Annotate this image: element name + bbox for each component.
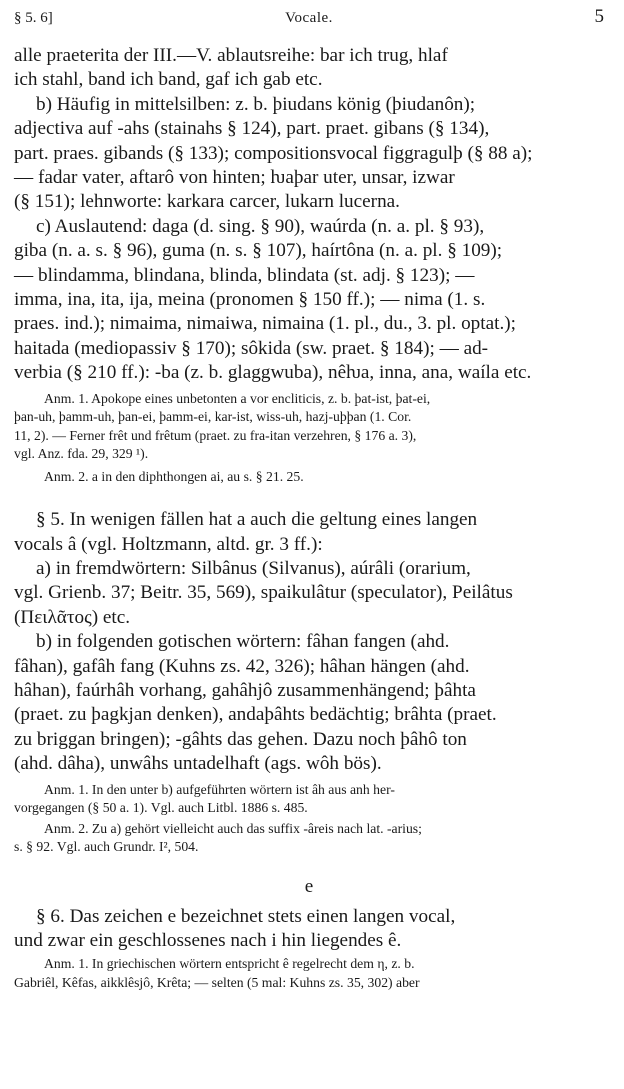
- text-line: (§ 151); lehnworte: karkara carcer, lukarn lucerna.: [14, 191, 400, 213]
- section-5-annotation-1: [14, 781, 604, 818]
- text-line: (ahd. dâha), unwâhs untadelhaft (ags. wôh bös).: [14, 753, 382, 775]
- paragraph-ablaut: [14, 44, 604, 93]
- text-line: zu briggan bringen); -gâhts das gehen. Dazu noch þâhô ton: [14, 728, 467, 750]
- text-line: und zwar ein geschlossenes nach i hin liegendes ê.: [14, 930, 402, 952]
- text-line: verbia (§ 210 ff.): -ba (z. b. glaggwuba), nêƕa, inna, ana, waíla etc.: [14, 362, 532, 384]
- text-line: a) in fremdwörtern: Silbânus (Silvanus), aúrâli (orarium,: [36, 558, 471, 579]
- text-line: vgl. Grienb. 37; Beitr. 35, 569), spaikulâtur (speculator), Peilâtus: [14, 582, 513, 604]
- annotation-line: Anm. 2. Zu a) gehört vielleicht auch das suffix -âreis nach lat. -arius;: [44, 820, 422, 836]
- text-line: b) Häufig in mittelsilben: z. b. þiudans könig (þiudanôn);: [36, 93, 476, 115]
- text-line: alle praeterita der III.—V. ablautsreihe: bar ich trug, hlaf: [14, 45, 448, 66]
- page-number: 5: [594, 6, 605, 27]
- text-line: praes. ind.); nimaima, nimaiwa, nimaina (1. pl., du., 3. pl. optat.);: [14, 313, 516, 335]
- text-line: fâhan), gafâh fang (Kuhns zs. 42, 326); hâhan hängen (ahd.: [14, 655, 470, 677]
- text-line: — fadar vater, aftarô von hinten; ƕaþar uter, unsar, izwar: [14, 167, 455, 189]
- section-reference: § 5. 6]: [14, 10, 53, 26]
- section-5-annotation-2: [14, 820, 604, 857]
- annotation-line: Anm. 1. In griechischen wörtern entspricht ê regelrecht dem η, z. b.: [44, 956, 415, 972]
- section-6: [14, 905, 604, 954]
- annotation-line: vorgegangen (§ 50 a. 1). Vgl. auch Litbl. 1886 s. 485.: [14, 800, 308, 816]
- text-line: giba (n. a. s. § 96), guma (n. s. § 107), haírtôna (n. a. pl. § 109);: [14, 240, 503, 262]
- page-header: [14, 6, 604, 36]
- text-line: adjectiva auf -ahs (stainahs § 124), part. praet. gibans (§ 134),: [14, 118, 490, 140]
- paragraph-c-auslautend: [14, 215, 604, 386]
- text-line: — blindamma, blindana, blinda, blindata (st. adj. § 123); —: [14, 264, 475, 286]
- annotation-line: Anm. 2. a in den diphthongen ai, au s. § 21. 25.: [44, 468, 304, 484]
- section-heading-line: § 5. In wenigen fällen hat a auch die geltung eines langen: [36, 509, 478, 531]
- text-line: b) in folgenden gotischen wörtern: fâhan fangen (ahd.: [36, 631, 450, 653]
- section-heading-line: § 6. Das zeichen e bezeichnet stets einen langen vocal,: [36, 905, 456, 927]
- annotation-line: Gabriêl, Kêfas, aikklêsjô, Krêta; — selten (5 mal: Kuhns zs. 35, 302) aber: [14, 974, 420, 990]
- section-6-annotation-1: [14, 955, 604, 992]
- text-line: haitada (mediopassiv § 170); sôkida (sw. praet. § 184); — ad-: [14, 337, 489, 359]
- annotation-line: s. § 92. Vgl. auch Grundr. I², 504.: [14, 839, 199, 855]
- annotation-1: [14, 390, 604, 464]
- annotation-2: [14, 468, 604, 487]
- annotation-line: Anm. 1. In den unter b) aufgeführten wörtern ist âh aus anh her-: [44, 781, 395, 797]
- text-line: vocals â (vgl. Holtzmann, altd. gr. 3 ff.):: [14, 533, 323, 555]
- text-line: (praet. zu þagkjan denken), andaþâhts bedächtig; brâhta (praet.: [14, 704, 497, 726]
- annotation-line: 11, 2). — Ferner frêt und frêtum (praet. zu fra-itan verzehren, § 176 a. 3),: [14, 427, 417, 443]
- text-line: hâhan), faúrhâh vorhang, gahâhjô zusammenhängend; þâhta: [14, 680, 476, 702]
- text-line: ich stahl, band ich band, gaf ich gab etc.: [14, 69, 323, 91]
- text-line: imma, ina, ita, ija, meina (pronomen § 150 ff.); — nima (1. s.: [14, 289, 486, 311]
- annotation-line: Anm. 1. Apokope eines unbetonten a vor encliticis, z. b. þat-ist, þat-ei,: [44, 390, 431, 406]
- running-title: Vocale.: [285, 10, 333, 26]
- text-line: (Πειλᾶτος) etc.: [14, 606, 131, 628]
- annotation-line: vgl. Anz. fda. 29, 329 ¹).: [14, 446, 149, 462]
- letter-heading: e: [304, 875, 314, 897]
- section-5: [14, 508, 604, 776]
- paragraph-b-mittelsilben: [14, 93, 604, 215]
- annotation-line: þan-uh, þamm-uh, þan-ei, þamm-ei, kar-ist, wiss-uh, hazj-uþþan (1. Cor.: [14, 409, 412, 425]
- text-line: c) Auslautend: daga (d. sing. § 90), waúrda (n. a. pl. § 93),: [36, 215, 485, 237]
- text-line: part. praes. gibands (§ 133); compositionsvocal figgragulþ (§ 88 a);: [14, 142, 533, 164]
